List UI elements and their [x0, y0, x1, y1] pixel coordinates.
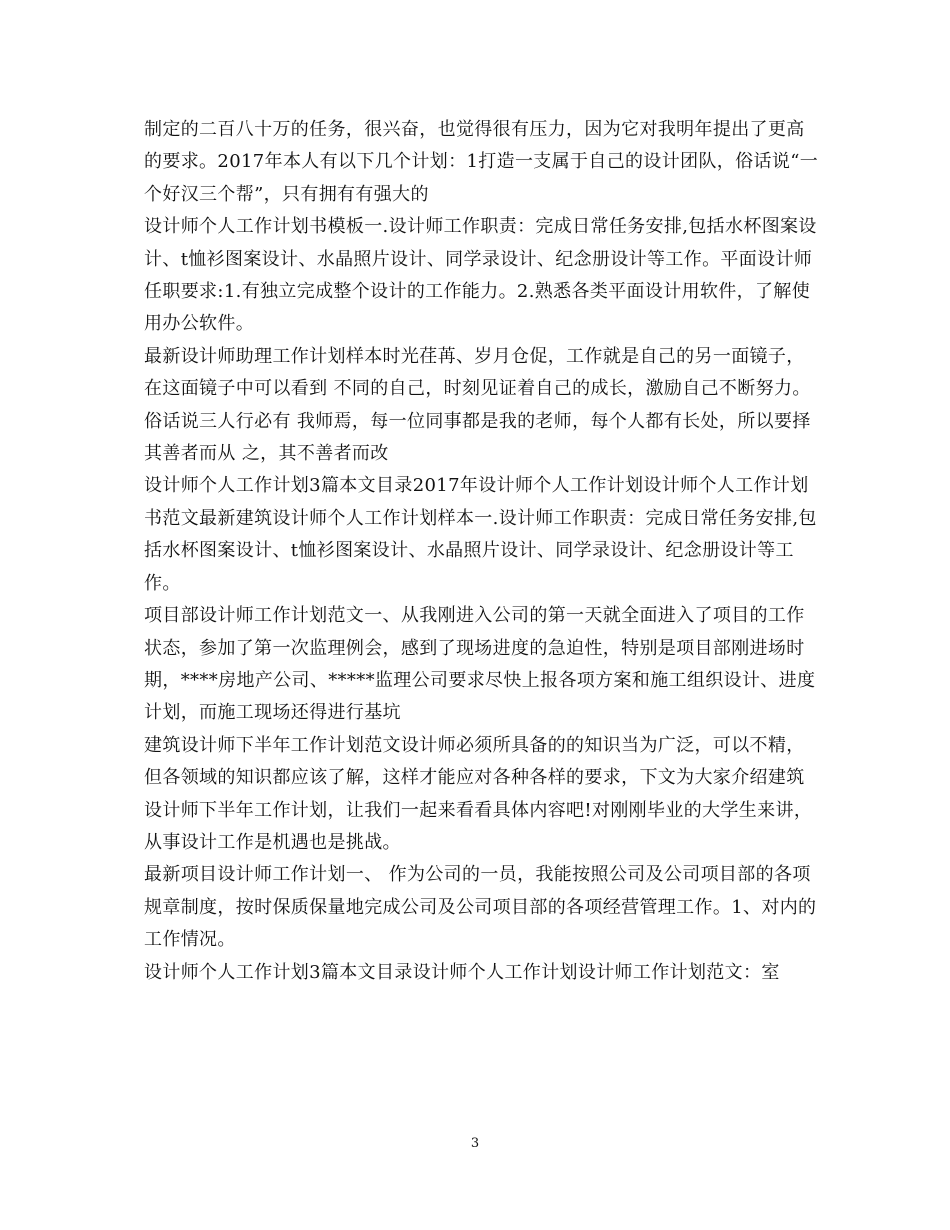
document-body — [144, 114, 819, 989]
page-number: 3 — [470, 1136, 480, 1151]
paragraph-4: 设计师个人工作计划3篇本文目录2017年设计师个人工作计划设计师个人工作计划书范文最新建筑设计师个人工作计划样本一.设计师工作职责：完成日常任务安排,包括水杯图案设计、t恤衫图案设计、水晶照片设计、同学录设计、纪念册设计等工作。 — [144, 475, 817, 594]
paragraph-1: 制定的二百八十万的任务，很兴奋，也觉得很有压力，因为它对我明年提出了更高的要求。2017年本人有以下几个计划：1打造一支属于自己的设计团队，俗话说“一个好汉三个帮”，只有拥有有强大的 — [144, 119, 819, 205]
paragraph-6: 建筑设计师下半年工作计划范文设计师必须所具备的的知识当为广泛，可以不精，但各领域的知识都应该了解，这样才能应对各种各样的要求，下文为大家介绍建筑设计师下半年工作计划，让我们一起来看看具体内容吧!对刚刚毕业的大学生来讲，从事设计工作是机遇也是挑战。 — [144, 734, 813, 853]
paragraph-3: 最新设计师助理工作计划样本时光荏苒、岁月仓促，工作就是自己的另一面镜子，在这面镜子中可以看到 不同的自己，时刻见证着自己的成长，激励自己不断努力。俗话说三人行必有 我师焉，每一位同事都是我的老师，每个人都有长处，所以要择其善者而从 之，其不善者而改 — [144, 345, 811, 465]
paragraph-7: 最新项目设计师工作计划一、 作为公司的一员，我能按照公司及公司项目部的各项规章制度，按时保质保量地完成公司及公司项目部的各项经营管理工作。1、对内的工作情况。 — [144, 864, 817, 951]
paragraph-5: 项目部设计师工作计划范文一、从我刚进入公司的第一天就全面进入了项目的工作状态，参加了第一次监理例会，感到了现场进度的急迫性，特别是项目部刚进场时期，****房地产公司、*****监理公司要求尽快上报各项方案和施工组织设计、进度计划，而施工现场还得进行基坑 — [144, 605, 816, 724]
paragraph-8: 设计师个人工作计划3篇本文目录设计师个人工作计划设计师工作计划范文：室 — [144, 961, 780, 983]
paragraph-2: 设计师个人工作计划书模板一.设计师工作职责：完成日常任务安排,包括水杯图案设计、t恤衫图案设计、水晶照片设计、同学录设计、纪念册设计等工作。平面设计师任职要求:1.有独立完成整个设计的工作能力。2.熟悉各类平面设计用软件，了解使用办公软件。 — [144, 216, 817, 335]
